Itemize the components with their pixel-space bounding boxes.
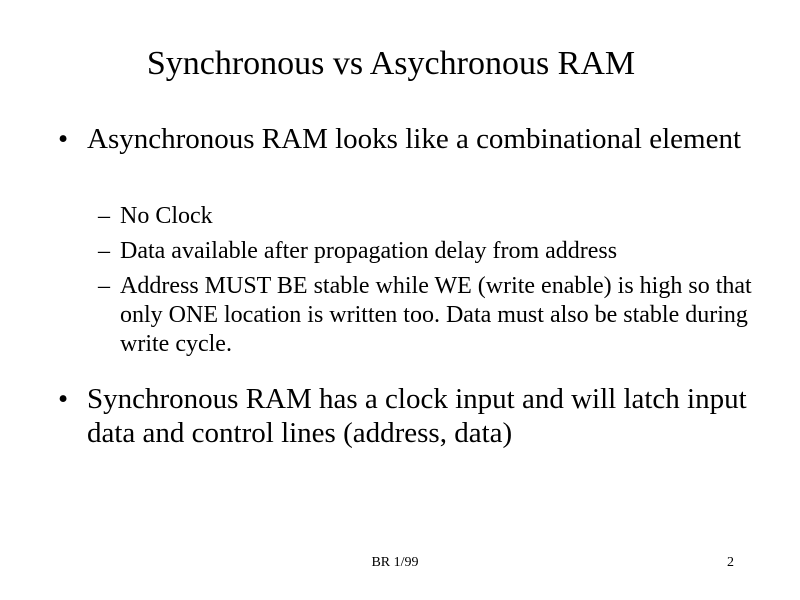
dash-marker: –	[98, 273, 110, 299]
bullet-marker: •	[58, 123, 69, 155]
dash-marker: –	[98, 203, 110, 229]
bullet-item	[58, 122, 758, 156]
sub-bullet-text: No Clock	[120, 203, 213, 229]
footer-label: BR 1/99	[371, 555, 419, 570]
sub-bullet-text: Address MUST BE stable while WE (write enable) is high so that only ONE location is written too. Data must also be stable during write cycle.	[120, 273, 752, 357]
sub-bullet-list	[98, 202, 758, 365]
page-number: 2	[727, 555, 734, 570]
sub-bullet-text: Data available after propagation delay from address	[120, 238, 618, 264]
sub-bullet-item	[98, 237, 758, 266]
bullet-text: Synchronous RAM has a clock input and will latch input data and control lines (address, data)	[87, 383, 747, 449]
bullet-marker: •	[58, 383, 69, 415]
slide-title: Synchronous vs Asychronous RAM	[146, 45, 636, 82]
bullet-item	[58, 382, 758, 450]
sub-bullet-item	[98, 202, 758, 231]
dash-marker: –	[98, 238, 110, 264]
bullet-text: Asynchronous RAM looks like a combinational element	[87, 123, 742, 155]
sub-bullet-item	[98, 272, 758, 359]
